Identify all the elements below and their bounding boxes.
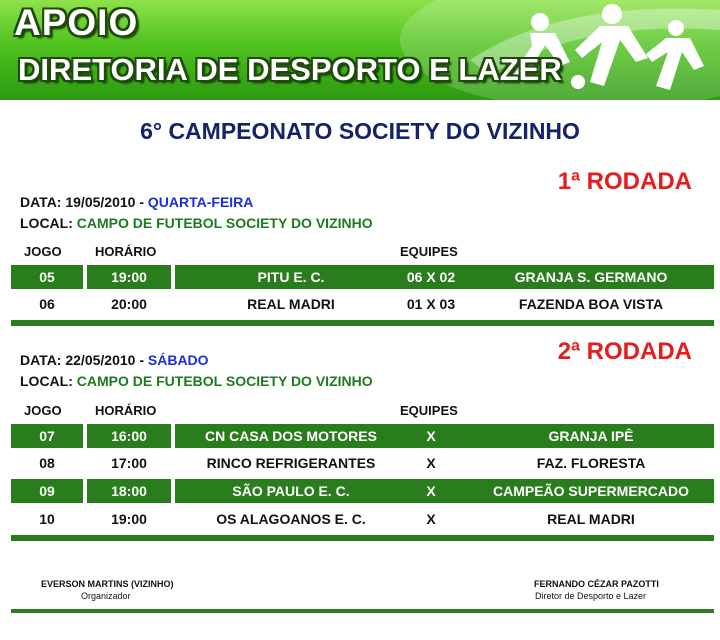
away-team: GRANJA IPÊ — [548, 428, 634, 444]
round-2-label: 2ª RODADA — [557, 338, 692, 365]
header-banner — [0, 0, 720, 100]
home-team: PITU E. C. — [257, 269, 325, 285]
home-team: CN CASA DOS MOTORES — [205, 428, 377, 444]
home-team: SÃO PAULO E. C. — [232, 483, 350, 499]
game-number: 05 — [39, 269, 55, 285]
away-team: FAZENDA BOA VISTA — [518, 296, 664, 312]
away-team: FAZ. FLORESTA — [536, 455, 646, 471]
local-value: CAMPO DE FUTEBOL SOCIETY DO VIZINHO — [76, 373, 373, 389]
date-label: DATA: — [20, 352, 62, 368]
away-team: CAMPEÃO SUPERMERCADO — [492, 483, 689, 499]
table-row — [11, 424, 714, 448]
home-team: OS ALAGOANOS E. C. — [216, 511, 366, 527]
game-time: 19:00 — [111, 269, 147, 285]
game-time: 16:00 — [111, 428, 147, 444]
col-horario: HORÁRIO — [95, 403, 157, 418]
col-jogo: JOGO — [24, 403, 62, 418]
table-row — [11, 292, 714, 316]
game-time: 20:00 — [111, 296, 147, 312]
away-team: REAL MADRI — [547, 511, 635, 527]
score: X — [426, 455, 436, 471]
away-team: GRANJA S. GERMANO — [514, 269, 668, 285]
col-equipes: EQUIPES — [400, 244, 458, 259]
game-number: 09 — [39, 483, 55, 499]
game-time: 18:00 — [111, 483, 147, 499]
col-equipes: EQUIPES — [400, 403, 458, 418]
game-time: 19:00 — [111, 511, 147, 527]
diretoria-heading: DIRETORIA DE DESPORTO E LAZER — [18, 52, 562, 87]
round-2-local-line — [20, 373, 373, 389]
round-1-date-line — [20, 194, 253, 210]
local-label: LOCAL: — [20, 215, 73, 231]
table-row — [11, 451, 714, 475]
round-1-local-line — [20, 215, 373, 231]
table-row — [11, 507, 714, 531]
col-jogo: JOGO — [24, 244, 62, 259]
game-number: 10 — [39, 511, 55, 527]
score: 01 X 03 — [406, 296, 456, 312]
game-time: 17:00 — [111, 455, 147, 471]
game-number: 08 — [39, 455, 55, 471]
local-label: LOCAL: — [20, 373, 73, 389]
weekday: QUARTA-FEIRA — [147, 194, 254, 210]
date-value: 19/05/2010 — [65, 194, 136, 210]
score: 06 X 02 — [406, 269, 456, 285]
director-role: Diretor de Desporto e Lazer — [535, 591, 647, 601]
date-separator: - — [139, 352, 144, 368]
score: X — [426, 428, 436, 444]
date-label: DATA: — [20, 194, 62, 210]
table-row — [11, 479, 714, 503]
round-1-divider — [11, 320, 714, 326]
round-2-date-line — [20, 352, 209, 368]
footer-bar — [11, 609, 714, 613]
home-team: RINCO REFRIGERANTES — [206, 455, 376, 471]
weekday: SÁBADO — [147, 352, 209, 368]
organizer-role: Organizador — [81, 591, 131, 601]
date-value: 22/05/2010 — [65, 352, 136, 368]
director-name: FERNANDO CÉZAR PAZOTTI — [534, 579, 659, 589]
score: X — [426, 483, 436, 499]
score: X — [426, 511, 436, 527]
home-team: REAL MADRI — [247, 296, 335, 312]
local-value: CAMPO DE FUTEBOL SOCIETY DO VIZINHO — [76, 215, 373, 231]
game-number: 07 — [39, 428, 55, 444]
organizer-name: EVERSON MARTINS (VIZINHO) — [41, 579, 174, 589]
game-number: 06 — [39, 296, 55, 312]
round-1-label: 1ª RODADA — [557, 168, 692, 195]
date-separator: - — [139, 194, 144, 210]
apoio-heading: APOIO — [14, 2, 139, 43]
page-title: 6° CAMPEONATO SOCIETY DO VIZINHO — [140, 118, 580, 144]
round-2-divider — [11, 535, 714, 541]
col-horario: HORÁRIO — [95, 244, 157, 259]
table-row — [11, 265, 714, 289]
